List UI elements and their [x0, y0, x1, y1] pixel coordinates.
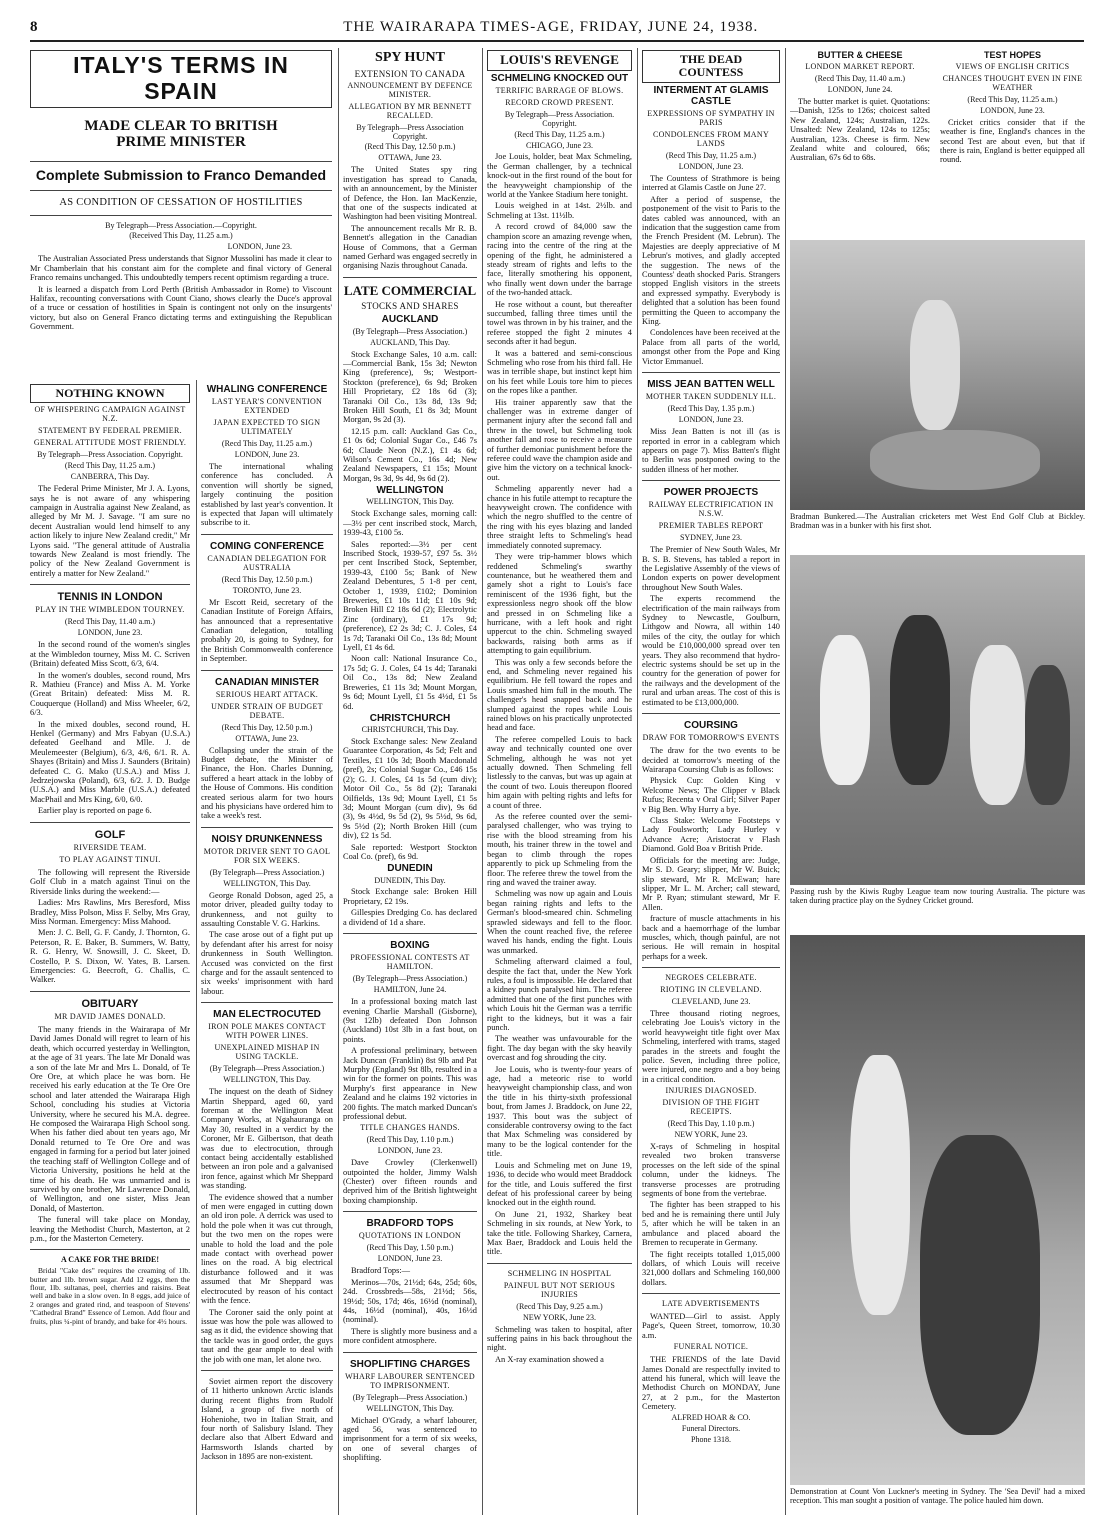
spain-deck: AS CONDITION OF CESSATION OF HOSTILITIES — [59, 196, 303, 208]
butter-article — [790, 48, 930, 228]
column-rule — [338, 48, 339, 1515]
paragraph: Joe Louis, who is twenty-four years of age, had a meteoric rise to world heavyweight championship class, and won the title in his thirty-sixth professional bout, from James J. Braddock, on June 22, 1937. This bout was the subject of considerable controversy owing to the fact that Max Schmeling was considered by many to be the logical contender for the title. — [487, 1064, 632, 1159]
commercial-headline: LATE COMMERCIAL — [343, 282, 477, 298]
received-time: (Recd This Day, 11.25 a.m.) — [64, 461, 156, 471]
divider — [642, 1293, 780, 1294]
canadian-minister-headline: CANADIAN MINISTER — [215, 676, 319, 688]
deck: LAST YEAR'S CONVENTION EXTENDED — [211, 397, 323, 416]
dateline: CHRISTCHURCH, This Day. — [361, 725, 459, 735]
photo-luckner — [790, 935, 1085, 1525]
paragraph: Joe Louis, holder, beat Max Schmeling, the German challenger, by a technical knock-out in the first round of the bout for the heavyweight championship of the world at the Yankee Stadium here tonight. — [487, 152, 632, 200]
deck: TERRIFIC BARRAGE OF BLOWS. — [495, 85, 624, 95]
deck: UNDER STRAIN OF BUDGET DEBATE. — [211, 701, 323, 720]
title-changes-headline: TITLE CHANGES HANDS. — [360, 1123, 460, 1133]
cake-headline: A CAKE FOR THE BRIDE! — [60, 1255, 160, 1265]
paragraph: Schmeling was taken to hospital, after suffering pains in his back throughout the night. — [487, 1324, 632, 1353]
paragraph: This was only a few seconds before the end, and Schmeling never regained his equilibrium. He fell toward the ropes and Louis smashed him full in the mouth. The challenger's head snapped back and he slumped against the ropes while Louis rained blows on his practically unprotected head and face. — [487, 657, 632, 733]
dateline: LONDON, June 24. — [827, 84, 893, 94]
deck: DRAW FOR TOMORROW'S EVENTS — [642, 733, 780, 743]
divider — [343, 1211, 477, 1212]
deck: CHANCES THOUGHT EVEN IN FINE WEATHER — [942, 74, 1083, 92]
column-1 — [30, 382, 190, 1522]
divider — [30, 991, 190, 992]
received-time: (Recd This Day, 1.10 p.m.) — [667, 1119, 755, 1129]
figure-shape — [890, 615, 950, 785]
dateline: LONDON, June 23. — [678, 162, 744, 172]
firm-sub: Funeral Directors. — [681, 1423, 741, 1433]
received-time: (Received This Day, 11.25 a.m.) — [129, 231, 233, 241]
photo-bradman — [790, 240, 1085, 540]
divider — [30, 161, 332, 162]
divider — [201, 1002, 333, 1003]
deck: PROFESSIONAL CONTESTS AT HAMILTON. — [350, 953, 470, 972]
paragraph: Merinos—70s, 21½d; 64s, 25d; 60s, 24d. Crossbreds—58s, 21½d; 56s, 19½d; 50s, 17d; 46s, 16½d (nominal), 44s, 16½d (nominal), 40s, 16½d (nominal). — [343, 1277, 477, 1325]
dateline: DUNEDIN, This Day. — [374, 875, 446, 885]
received-time: (Recd This Day, 1.50 p.m.) — [366, 1243, 454, 1253]
received-time: (Recd This Day, 11.25 a.m.) — [221, 439, 313, 448]
dateline: LONDON, June 23. — [678, 415, 744, 425]
masthead — [30, 14, 1084, 42]
paragraph: Schmeling was now up again and Louis began raining rights and lefts to the German's blood-smeared chin. Schmeling sprawled sideways and fell to the floor. When the count reached five, the referee waved his hands, ending the fight. Louis was unmarked. — [487, 889, 632, 955]
paragraph: It was a battered and semi-conscious Schmeling who rose from his third fall. He was in terrible shape, but instinct kept him on his feet while Louis tore him to pieces on the ropes like a panther. — [487, 348, 632, 396]
divider — [30, 822, 190, 823]
paragraph: Sale reported: Westport Stockton Coal Co. (pref), 6s 9d. — [343, 842, 477, 861]
paragraph: George Ronald Dobson, aged 25, a motor driver, pleaded guilty today to drunkenness, and not guilty to assaulting Constable V. G. Harkins. — [201, 890, 333, 929]
whaling-headline: WHALING CONFERENCE — [206, 384, 328, 395]
paragraph: Gillespies Dredging Co. has declared a dividend of 1d a share. — [343, 908, 477, 927]
paragraph: Soviet airmen report the discovery of 11 hitherto unknown Arctic islands during recent flights from Rudolf Island, a group of five north of Hoheniohe, two in Italian Strait, and four north of Salisbury Island. They declare also that Albert Edward and Harmsworth Islands charted by Jackson in 1895 are non-existent. — [201, 1376, 333, 1462]
masthead-title: THE WAIRARAPA TIMES-AGE, FRIDAY, JUNE 24, 1938. — [343, 18, 759, 35]
shoplifting-headline: SHOPLIFTING CHARGES — [349, 1358, 470, 1370]
louis-headline: LOUIS'S REVENGE — [487, 50, 632, 71]
deck: SCHMELING KNOCKED OUT — [490, 72, 629, 84]
paragraph: On June 21, 1932, Sharkey beat Schmeling in six rounds, at New York, to take the title. Following Sharkey, Carnera, Max Baer, Braddock and Louis held the title. — [487, 1209, 632, 1257]
paragraph: A professional preliminary, between Jack Duncan (Franklin) 8st 9lb and Pat Murphy (England) 9st 8lb, resulted in a win for the former on points. This was Murphy's first appearance in New Zealand and he claims 192 victories in 200 fights. The match marked Duncan's professional debut. — [343, 1046, 477, 1121]
deck: PLAY IN THE WIMBLEDON TOURNEY. — [35, 605, 185, 615]
received-time: (Recd This Day, 12.50 p.m.) — [221, 574, 313, 584]
dateline: CHICAGO, June 23. — [525, 140, 594, 150]
power-headline: POWER PROJECTS — [663, 487, 759, 499]
coursing-headline: COURSING — [684, 720, 738, 732]
spain-headline: ITALY'S TERMS IN SPAIN — [30, 50, 332, 108]
dateline: LONDON, June 23. — [980, 105, 1045, 115]
dateline: SYDNEY, June 23. — [679, 533, 743, 543]
paragraph: Noon call: National Insurance Co., 17s 5d; G. J. Coles, £4 1s 4d; Taranaki Oil Co., 13s 8d; New Zealand Breweries, £1 11s 3d; Mount Morgan, 9s 6d; Mount Lyell, £1 5s 4½d, £1 5s 6d. — [343, 654, 477, 711]
paragraph: In a professional boxing match last evening Charlie Marshall (Gisborne), (9st 12lb) defeated Don Johnson (Auckland) 10st 3lb in a fast bout, on points. — [343, 997, 477, 1044]
dateline: WELLINGTON, This Day. — [366, 1403, 454, 1413]
divider — [343, 1352, 477, 1353]
paragraph: fracture of muscle attachments in his back and a haemorrhage of the lumbar muscles, which, though painful, are not serious. He will remain in hospital perhaps for a week. — [642, 914, 780, 961]
column-rule — [482, 48, 483, 1515]
deck: STATEMENT BY FEDERAL PREMIER. — [38, 426, 182, 436]
dateline: CANBERRA, This Day. — [70, 472, 150, 482]
received-time: (Recd This Day, 11.40 a.m.) — [814, 74, 906, 84]
paragraph: Stock Exchange Sales, 10 a.m. call: —Commercial Bank, 15s 3d; Newton King (preference), 9s; Westport-Stockton (preference), 6s 9d; Broken Hill Proprietary, £2 18s 6d (3); Taranaki Oil Co., 13s 8d, 13s 9d; Broken Hill South, £1 8s 3d; Mount Morgan, 9s 2d (3). — [343, 349, 477, 425]
test-headline: TEST HOPES — [983, 50, 1041, 60]
divider — [201, 670, 333, 671]
deck: VIEWS OF ENGLISH CRITICS — [955, 62, 1070, 72]
paragraph: The announcement recalls Mr R. B. Bennett's allegation in the Canadian House of Commons, that a German named Gerhard was engaged secretly in organising Nazis throughout Canada. — [343, 223, 477, 271]
bradford-headline: BRADFORD TOPS — [366, 1218, 454, 1230]
paragraph: In the women's doubles, second round, Mrs R. Mathieu (France) and Miss A. M. Yorke (Great Britain) defeated: Miss M. R. Couquerque (Holland) and Miss Wheeler, 6/2, 6/3. — [30, 670, 190, 718]
photo-image — [790, 240, 1085, 510]
deck: TO PLAY AGAINST TINUI. — [59, 854, 161, 864]
received-time: (Recd This Day, 11.40 a.m.) — [64, 617, 156, 627]
wanted-ad: WANTED—Girl to assist. Apply Page's, Queen Street, tomorrow, 10.30 a.m. — [642, 1312, 780, 1340]
column-rule — [196, 380, 197, 1515]
divider — [642, 713, 780, 714]
byline: (By Telegraph—Press Association.) — [209, 1064, 325, 1074]
byline: By Telegraph—Press Association. Copyright. — [37, 450, 183, 460]
byline: By Telegraph—Press Association Copyright. — [356, 122, 464, 141]
byline: (By Telegraph—Press Association.) — [209, 867, 325, 877]
received-time: (Recd This Day, 9.25 a.m.) — [516, 1301, 603, 1311]
funeral-notice: THE FRIENDS of the late David James Donald are respectfully invited to attend his funeral, which will leave the Methodist Church on MONDAY, June 27, at 2 p.m., for the Masterton Cemetery. — [642, 1355, 780, 1412]
paragraph: Earlier play is reported on page 6. — [38, 806, 152, 816]
nothing-known-headline: NOTHING KNOWN — [30, 384, 190, 403]
paragraph: The Countess of Strathmore is being interred at Glamis Castle on June 27. — [642, 173, 780, 193]
dateline: NEW YORK, June 23. — [674, 1130, 748, 1140]
paragraph: The international whaling conference has concluded. A convention will shortly be signed, largely continuing the position established by last year's convention. It is expected that Japan will ultimately subscribe to it. — [201, 461, 333, 528]
injuries-headline: INJURIES DIAGNOSED. — [665, 1086, 757, 1096]
divider — [343, 933, 477, 934]
divider — [487, 1263, 632, 1264]
paragraph: Schmeling apparently never had a chance in his futile attempt to recapture the heavyweight crown. The confidence with which the negro shuffled to the centre of the ring with his eyes blazing and landed three straight lefts to Schmeling's head immediately connoted supremacy. — [487, 484, 632, 550]
funeral-notice-head: FUNERAL NOTICE. — [673, 1342, 749, 1352]
negroes-headline: NEGROES CELEBRATE. — [665, 973, 757, 983]
paragraph: The inquest on the death of Sidney Martin Sheppard, aged 60, yard foreman at the Wellington Meat Company Works, at Ngahauranga on May 30, resulted in a verdict by the Coroner, Mr E. Gilbertson, that death was due to electrocution, through contact being accidentally established between an iron pole and a galvanised iron fence, against which Mr Sheppard was standing. — [201, 1087, 333, 1191]
paragraph: The United States spy ring investigation has spread to Canada, with an announcement, by the Minister of Defence, the Hon. Ian MacKenzie, that one of the suspects indicated at Washington had been visiting Montreal. — [343, 165, 477, 222]
dateline: AUCKLAND, This Day. — [370, 337, 450, 347]
paragraph: Dave Crowley (Clerkenwell) outpointed the holder, Jimmy Walsh (Chester) over fifteen rounds and deprived him of the British lightweight boxing championship. — [343, 1158, 477, 1205]
divider — [201, 534, 333, 535]
deck: CONDOLENCES FROM MANY LANDS — [652, 130, 770, 149]
photo-caption: Bradman Bunkered.—The Australian cricketers met West End Golf Club at Bickley. Bradman was in a bunker with his first shot. — [790, 512, 1085, 530]
boxing-headline: BOXING — [390, 940, 430, 952]
photo-image — [790, 555, 1085, 885]
paragraph: After a period of suspense, the postponement of the visit to Paris to the dates cabled was announced, with an indication that the suggestion came from the French President (M. Lebrun). The Majesties are deeply appreciative of M Lebrun's motives, and gladly accepted the suggestion. The news of the Countess' death shocked Paris. Strangers stopped English visitors in the streets and expressed sympathy. Everybody is delighted that a solution has been found permitting the Queen to accompany the King. — [642, 194, 780, 327]
dateline: WELLINGTON, This Day. — [366, 497, 454, 507]
byline: (By Telegraph—Press Association.) — [352, 326, 468, 336]
countess-headline: THE DEAD COUNTESS — [642, 50, 780, 83]
paragraph: The Australian Associated Press understands that Signor Mussolini has made it clear to Mr Chamberlain that his constant aim for the complete and final victory of General Franco remains unchanged. This undoubtedly tempers recent optimism regarding a truce. — [30, 254, 332, 283]
deck: UNEXPLAINED MISHAP IN USING TACKLE. — [214, 1043, 320, 1062]
figure-shape — [1025, 665, 1070, 805]
paragraph: The funeral will take place on Monday, leaving the Methodist Church, Masterton, at 2 p.m., for the Masterton Cemetery. — [30, 1215, 190, 1243]
photo-caption: Passing rush by the Kiwis Rugby League team now touring Australia. The picture was taken during practice play on the Sydney Cricket ground. — [790, 887, 1085, 905]
paragraph: The draw for the two events to be decided at tomorrow's meeting of the Wairarapa Coursing Club is as follows: — [642, 746, 780, 775]
figure-shape — [850, 1055, 910, 1315]
tennis-headline: TENNIS IN LONDON — [57, 591, 163, 604]
paragraph: Mr Escott Reid, secretary of the Canadian Institute of Foreign Affairs, has announced that a representative Canadian delegation, totalling probably 20, is going to Sydney, for the British Commonwealth conference in September. — [201, 597, 333, 664]
paragraph: As the referee counted over the semi-paralysed challenger, who was trying to rise with the blood streaming from his mouth, his trainer threw in the towel and began to climb through the ropes apparently to pick up Schmeling from the floor. The referee threw the towel from the ring and waved the trainer away. — [487, 812, 632, 887]
paragraph: The butter market is quiet. Quotations:—Danish, 125s to 126s; choicest salted New Zealand, 124s; Australian, 122s. Unsalted: New Zealand, 124s to 125s; Australian, 123s. Cheese is firm. New Zealand white and coloured, 66s; Australian, 67s 6d to 68s. — [790, 96, 930, 163]
divider — [343, 277, 477, 278]
received-time: (Recd This Day, 11.25 a.m.) — [967, 94, 1058, 104]
batten-headline: MISS JEAN BATTEN WELL — [647, 379, 775, 391]
deck: IRON POLE MAKES CONTACT WITH POWER LINES. — [208, 1022, 326, 1041]
paragraph: Schmeling afterward claimed a foul, despite the fact that, under the New York rules, a foul is impossible. He declared that a kidney punch paralysed him. The referee admitted that one of the first punches with which Louis hit the German was a terrific right to the kidneys, but it was a fair punch. — [487, 957, 632, 1033]
divider — [30, 584, 190, 585]
paragraph: The following will represent the Riverside Golf Club in a match against Tinui on the Riverside links during the weekend:— — [30, 867, 190, 896]
coming-conference-headline: COMING CONFERENCE — [210, 540, 324, 552]
paragraph: Michael O'Grady, a wharf labourer, aged 56, was sentenced to imprisonment for a term of six weeks, on one of several charges of shoplifting. — [343, 1415, 477, 1463]
column-rule — [637, 48, 638, 1515]
paragraph: The weather was unfavourable for the fight. The day began with the sky heavily overcast and fog shrouding the city. — [487, 1034, 632, 1063]
dateline: LONDON, June 23. — [77, 628, 143, 638]
noisy-headline: NOISY DRUNKENNESS — [211, 833, 323, 845]
paragraph: The Federal Prime Minister, Mr J. A. Lyons, says he is not aware of any whispering campaign in Australia against New Zealand, as alleged by Mr M. J. Savage. "I am sure no decent Australian would lend himself to any action likely to injure New Zealand credit," Mr Lyons said. "The general attitude of Australia towards New Zealand is most friendly. The policy of the New Zealand Government is entirely a matter for New Zealand." — [30, 484, 190, 578]
column-3 — [343, 48, 477, 1518]
deck: RAILWAY ELECTRIFICATION IN N.S.W. — [648, 500, 774, 519]
paragraph: The experts recommend the electrification of the main railways from Sydney to Newcastle, Goulburn, Lithgow and Nowra, all within 140 miles of the city, the outlay for which would be £10,000,000 spread over ten years. They also recommend that hydro-electric systems should be set up in the country for the generation of power for the railways and the development of the rural and urban areas. The cost of this is estimated to be £13,000,000. — [642, 594, 780, 707]
figure-shape — [970, 645, 1025, 805]
byline: By Telegraph—Press Association. Copyright. — [504, 109, 615, 128]
divider — [30, 190, 332, 191]
received-time: (Recd This Day, 12.50 p.m.) — [221, 722, 313, 732]
ads-headline: LATE ADVERTISEMENTS — [662, 1299, 760, 1309]
paragraph: Three thousand rioting negroes, celebrating Joe Louis's victory in the world heavyweight title fight over Max Schmeling, interfered with trams, staged parades in the streets and fought the police. Seven, including three police, were injured, one negro and a boy being in a critical condition. — [642, 1009, 780, 1084]
deck: PREMIER TABLES REPORT — [658, 521, 764, 531]
photo-image — [790, 935, 1085, 1485]
column-rule — [785, 48, 786, 1515]
deck: STOCKS AND SHARES — [361, 301, 459, 312]
divider — [201, 1370, 333, 1371]
paragraph: In the second round of the women's singles at the Wimbledon tourney, Miss M. C. Scriven (Britain) defeated Miss Scott, 6/3, 6/4. — [30, 640, 190, 669]
paragraph: X-rays of Schmeling in hospital revealed two broken transverse processes on the left side of the spinal column, under the kidneys. The transverse processes are protruding segments of bone from the vertebrae. — [642, 1142, 780, 1199]
divider — [30, 1249, 190, 1250]
dateline: LONDON, June 23. — [227, 242, 292, 252]
dunedin-head: DUNEDIN — [387, 863, 433, 875]
paragraph: The referee compelled Louis to back away and technically counted one over Schmeling, although he was not yet actually downed. Then Schmeling fell listlessly to the canvas, but was up again at the count of two. Louis thereupon floored him again with pelting rights and lefts for a count of three. — [487, 734, 632, 810]
paragraph: Officials for the meeting are: Judge, Mr S. D. Geary; slipper, Mr W. Buick; slip steward, Mr R. McEwan; hare slipper, Mr L. M. Archer; call steward, Mr P. Ryan; stimulant steward, Mr F. Allen. — [642, 855, 780, 912]
paragraph: He rose without a count, but thereafter succumbed, falling three times until the towel was thrown in by his trainer, and the referee stopped the fight 2 minutes 4 seconds after it had begun. — [487, 299, 632, 347]
byline: By Telegraph—Press Association.—Copyright. — [105, 220, 257, 230]
deck: MR DAVID JAMES DONALD. — [54, 1012, 166, 1022]
paragraph: Stock Exchange sales: New Zealand Guarantee Corporation, 4s 5d; Felt and Textiles, £1 10s 3d; Booth Macdonald (pref), 2s; Colonial Sugar Co., £46 15s (2); G. J. Coles, £4 1s 5d (cum div); Motor Oil Co., 5s 8d (2); Taranaki Oilfields, 13s 9d; Mount Lyell, £1 5s 3d; Mount Morgan (cum div), 9s 6d (3), 9s 4½d, 9s 5d (2), 9s 5½d, 9s 6d, 9s 5½d (2); North Broken Hill (cum div), £2 1s 5d. — [343, 737, 477, 841]
paragraph: Ladies: Mrs Rawlins, Mrs Beresford, Miss Bradley, Miss Polson, Miss F. Selby, Mrs Gray, Miss Norman. Emergency: Miss Mahood. — [30, 898, 190, 926]
paragraph: There is slightly more business and a more confident atmosphere. — [343, 1326, 477, 1346]
deck: RIOTING IN CLEVELAND. — [660, 985, 762, 995]
divider — [201, 827, 333, 828]
paragraph: 12.15 p.m. call: Auckland Gas Co., £1 0s 6d; Colonial Sugar Co., £46 7s 6d; Claude Neon (N.Z.), £1 4s 6d; Wilson's Cement Co., 16s 4d; New Zealand Newspapers, £1 15s; Mount Morgan, 9s 3d, 9s 4d, 9s 6d (2). — [343, 426, 477, 483]
dateline: LONDON, June 23. — [234, 449, 300, 459]
paragraph: It is learned a dispatch from Lord Perth (British Ambassador in Rome) to Viscount Halifax, recounting conversations with Count Ciano, shows clearly the Duce's approval of a truce or cessation of hostilities in Spain is contingent not only on the insurgents' victory, but also on General Franco dictating terms and extinguishing the Republican Government. — [30, 284, 332, 332]
firm-name: ALFRED HOAR & CO. — [671, 1412, 751, 1422]
dateline: OTTAWA, June 23. — [235, 733, 299, 743]
dateline: TORONTO, June 23. — [232, 585, 302, 595]
byline: (By Telegraph—Press Association.) — [352, 974, 468, 984]
paragraph: Class Stake: Welcome Footsteps v Lady Foulsworth; Lady Hurley v Advance Acre; Aristocrat v Flash Diamond. Gold Boa v British Pride. — [642, 816, 780, 854]
figure-shape — [920, 1135, 1040, 1435]
deck: OF WHISPERING CAMPAIGN AGAINST N.Z. — [34, 405, 186, 424]
dateline: LONDON, June 23. — [377, 1254, 443, 1264]
deck: EXPRESSIONS OF SYMPATHY IN PARIS — [647, 109, 775, 128]
dateline: WELLINGTON, This Day. — [223, 878, 311, 888]
deck: LONDON MARKET REPORT. — [805, 62, 915, 72]
received-time: (Recd This Day, 1.35 p.m.) — [667, 404, 755, 414]
deck: CANADIAN DELEGATION FOR AUSTRALIA — [207, 553, 327, 572]
column-4 — [487, 48, 632, 1518]
received-time: (Recd This Day, 1.10 p.m.) — [366, 1135, 454, 1145]
deck: QUOTATIONS IN LONDON — [358, 1231, 462, 1241]
figure-shape — [870, 430, 1040, 490]
dateline: NEW YORK, June 23. — [522, 1312, 597, 1322]
paragraph: Condolences have been received at the Palace from all parts of the world, amongst other from the Pope and King Victor Emmanuel. — [642, 328, 780, 366]
paragraph: The Premier of New South Wales, Mr B. S. B. Stevens, has tabled a report in the Legislative Assembly of the views of London experts on power development throughout New South Wales. — [642, 545, 780, 592]
paragraph: They were trip-hammer blows which reddened Schmeling's swarthy countenance, but he weathered them and gamely shot a right to Louis's face reminiscent of the 1936 fight, but the expressionless negro shook off the blow and pressed in on Schmeling like a hurricane, with a left hook and right uppercut to the chin. Schmeling swayed backwards, raising both arms as if attempting to gain equilibrium. — [487, 552, 632, 656]
electrocuted-headline: MAN ELECTROCUTED — [213, 1009, 321, 1021]
christchurch-head: CHRISTCHURCH — [369, 712, 451, 724]
photo-rugby — [790, 555, 1085, 915]
spy-headline: SPY HUNT — [375, 50, 445, 65]
paragraph: Sales reported:—3½ per cent Inscribed Stock, 1939-57, £97 5s. 3½ per cent Inscribed Stock, September, 1939-43, £100 5s; Bank of New Zealand Debentures, 5 1-8 per cent, October 1, 1939, £102; Dominion Breweries, £1 10s 11d; £1 10s 9d; Broken Hill £2 18s 6d (2); Electrolytic Zinc (ordinary), £1 17s 9d; (preference), £2 2s 3d; C. J. Coles, £4 1s 7d; Taranaki Oil Co., 13s 8d; Mount Lyell, £1 4s 6d. — [343, 539, 477, 653]
wellington-head: WELLINGTON — [376, 485, 444, 497]
schmeling-hospital-headline: SCHMELING IN HOSPITAL — [507, 1268, 612, 1278]
paragraph: The evidence showed that a number of men were engaged in cutting down an old iron pole. A derrick was used to hold the pole when it was cut through, but the two men on the ropes were unable to hold the load and the pole made contact with overhead power lines on the road. A big electrical disturbance followed and it was assumed that Mr Sheppard was electrocuted by reason of his contact with the fence. — [201, 1192, 333, 1306]
received-time: (Recd This Day, 12.50 p.m.) — [364, 142, 456, 152]
paragraph: The many friends in the Wairarapa of Mr David James Donald will regret to learn of his death, which occurred yesterday in Wellington, at the age of 31 years. The late Mr Donald was a son of the late Mr and Mrs L. Donald, of Te Ore Ore, at which place he was born. He received his early education at the Te Ore Ore school and later attended the Wairarapa High School, concluding his studies at Victoria University, where he secured his M.A. degree. He composed the Wairarapa High School song. When his father died about ten years ago, Mr Donald returned to Te Ore Ore and was engaged in farming for a period but later joined the teaching staff of Wellington College and of Victoria University, positions he held at the time of his death. He was unmarried and is survived by one brother, Mr Lawrence Donald, of Wellington, and one sister, Miss Jean Donald, of Masterton. — [30, 1025, 190, 1213]
deck: ALLEGATION BY MR BENNETT RECALLED. — [348, 101, 472, 120]
dateline: WELLINGTON, This Day. — [223, 1075, 311, 1085]
column-5 — [642, 48, 780, 1518]
deck: DIVISION OF THE FIGHT RECEIPTS. — [662, 1098, 760, 1117]
deck: EXTENSION TO CANADA — [354, 68, 466, 79]
deck: SERIOUS HEART ATTACK. — [215, 689, 319, 699]
paragraph: The Coroner said the only point at issue was how the pole was allowed to sag as it did, the evidence showing that the tackle was in good order, the guys taut and the gear ample to deal with the job with one man, let alone two. — [201, 1307, 333, 1364]
received-time: (Recd This Day, 11.25 a.m.) — [665, 151, 757, 161]
obituary-headline: OBITUARY — [81, 997, 139, 1010]
deck: WHARF LABOURER SENTENCED TO IMPRISONMENT. — [345, 1371, 475, 1390]
dateline: CLEVELAND, June 23. — [671, 997, 751, 1007]
divider — [642, 372, 780, 373]
spain-deck: MADE CLEAR TO BRITISH PRIME MINISTER — [84, 117, 278, 151]
paragraph: His trainer apparently saw that the challenger was in extreme danger of permanent injury after the second fall and threw in the towel, but Schmeling took another fall and rose to receive a measure of further demoniac punishment before the referee could wave the champion aside and give him the victory on a technical knock-out. — [487, 397, 632, 482]
paragraph: Physick Cup: Golden King v Welcome News; The Clipper v Black Rufus; Recenta v Oral Girl; Silver Paper v Big Ben. Why Hurry a bye. — [642, 776, 780, 814]
divider — [642, 480, 780, 481]
figure-shape — [910, 300, 960, 430]
divider — [642, 967, 780, 968]
firm-phone: Phone 1318. — [691, 1434, 731, 1444]
paragraph: A record crowd of 84,000 saw the champion score an amazing revenge when, racing into the centre of the ring at the opening of the fight, he administered a steady stream of rights and lefts to the face, literally smothering his opponent, who finally went down under the barrage of the two-handed attack. — [487, 222, 632, 298]
received-time: (Recd This Day, 11.25 a.m.) — [514, 129, 605, 139]
deck: ANNOUNCEMENT BY DEFENCE MINISTER. — [347, 80, 473, 99]
page-number: 8 — [30, 18, 38, 35]
paragraph: The fight receipts totalled 1,015,000 dollars, of which Louis will receive 321,000 dollars and Schmeling 160,000 dollars. — [642, 1249, 780, 1287]
paragraph: Bridal "Cake des" requires the creaming of 1lb. butter and 1lb. brown sugar. Add 12 eggs, then the flour, 1lb. sultanas, peel, cherries and raisins. Beat well and bake in a slow oven. In 8 eggs, add juice of 2 oranges and grated rind, and teaspoon of Stevens' "Cathedral Brand" Essence of Lemon. Add flour and fruits, plus ¼-pint of brandy, and bake for 4½ hours. — [30, 1266, 190, 1326]
paragraph: The case arose out of a fight put up by defendant after his arrest for noisy drunkenness in South Wellington. Accused was convicted on the first charge and for the assault sentenced to six weeks' imprisonment with hard labour. — [201, 930, 333, 996]
paragraph: In the mixed doubles, second round, H. Henkel (Germany) and Mrs Fabyan (U.S.A.) defeated Geelhand and Mlle. J. de Meulemeester (Belgium), 6/3, 4/6, 6/1. R. A. Shayes (Britain) and Miss J. Saunders (Britain) defeated C. G. Mako (U.S.A.) and Miss J. Jedrzejowska (Poland), 6/3, 6/2. J. D. Budge (U.S.A.) and Miss Marble (U.S.A.) defeated MacPhail and Mrs King, 6/0, 6/0. — [30, 719, 190, 804]
dateline: LONDON, June 23. — [377, 1146, 443, 1156]
deck: RIVERSIDE TEAM. — [73, 842, 147, 852]
paragraph: Cricket critics consider that if the weather is fine, England's chances in the second Test are about even, but that if there is rain, England is better equipped all round. — [940, 117, 1085, 165]
deck: MOTHER TAKEN SUDDENLY ILL. — [645, 392, 777, 402]
figure-shape — [820, 635, 870, 785]
paragraph: Stock Exchange sale: Broken Hill Proprietary, £2 19s. — [343, 887, 477, 906]
paragraph: Men: J. C. Bell, G. F. Candy, J. Thornton, G. Peterson, R. E. Baker, B. Summers, W. Batty, R. G. Henry, W. Snowsill, J. C. Skeet, D. Costello, P. S. Dixon, W. Yates, B. Larsen. Emergencies: G. Beecroft, G. Challis, C. Walker. — [30, 928, 190, 985]
dateline: HAMILTON, June 24. — [373, 985, 447, 995]
deck: INTERMENT AT GLAMIS CASTLE — [653, 84, 769, 108]
paragraph: Collapsing under the strain of the Budget debate, the Minister of Finance, the Hon. Charles Dunning, suffered a heart attack in the lobby of the House of Commons. His condition created serious alarm for two hours and his physicians have ordered him to take a week's rest. — [201, 745, 333, 821]
golf-headline: GOLF — [94, 828, 126, 841]
byline: (By Telegraph—Press Association.) — [352, 1392, 468, 1402]
deck: GENERAL ATTITUDE MOST FRIENDLY. — [33, 438, 187, 448]
column-2 — [201, 382, 333, 1522]
butter-headline: BUTTER & CHEESE — [817, 50, 903, 60]
paragraph: Bradford Tops:— — [351, 1266, 411, 1276]
paragraph: Louis and Schmeling met on June 19, 1936, to decide who would meet Braddock for the title, and Louis suffered the first defeat of his professional career by being knocked out in the eighth round. — [487, 1160, 632, 1208]
paragraph: Miss Jean Batten is not ill (as is reported in error in a cablegram which appears on page 7). Miss Batten's flight to Berlin was postponed owing to the sudden illness of her mother. — [642, 427, 780, 474]
test-article — [940, 48, 1085, 228]
spain-deck: Complete Submission to Franco Demanded — [35, 167, 327, 184]
deck: MOTOR DRIVER SENT TO GAOL FOR SIX WEEKS. — [203, 846, 331, 865]
paragraph: An X-ray examination showed a — [495, 1354, 604, 1364]
divider — [30, 215, 332, 216]
deck: RECORD CROWD PRESENT. — [505, 97, 614, 107]
paragraph: Louis weighed in at 14st. 2½lb. and Schmeling at 13st. 11½lb. — [487, 201, 632, 220]
spain-article — [30, 48, 332, 378]
deck: PAINFUL BUT NOT SERIOUS INJURIES — [503, 1280, 616, 1299]
photo-caption: Demonstration at Count Von Luckner's meeting in Sydney. The 'Sea Devil' had a mixed reception. This man sought a position of vantage. The police hauled him down. — [790, 1487, 1085, 1505]
auckland-head: AUCKLAND — [381, 314, 439, 326]
deck: JAPAN EXPECTED TO SIGN ULTIMATELY — [213, 418, 321, 437]
paragraph: Stock Exchange sales, morning call: —3½ per cent inscribed stock, March, 1939-43, £100 5s. — [343, 509, 477, 538]
dateline: OTTAWA, June 23. — [378, 153, 442, 163]
paragraph: The fighter has been strapped to his bed and he is remaining there until July 5, after which he will be taken in an ambulance and placed aboard the Bremen to recuperate in Germany. — [642, 1200, 780, 1248]
